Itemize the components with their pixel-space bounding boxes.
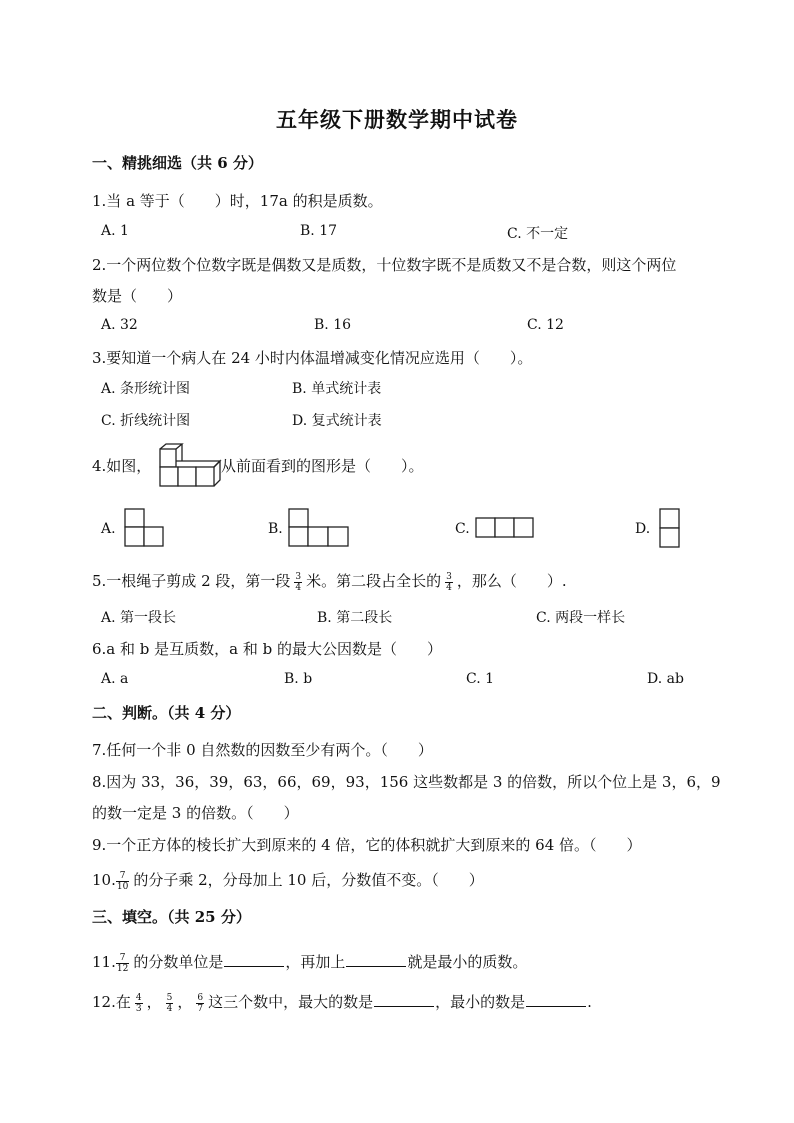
q12-text-1: 这三个数中，最大的数是 [208,993,374,1011]
q2-option-a: A. 32 [101,317,138,333]
q12-answer-blank-1[interactable] [374,992,434,1007]
q5-fraction-2-numerator: 3 [446,571,452,582]
question-8-line-2: 的数一定是 3 的倍数。（ ） [92,804,299,822]
q5-option-c: C. 两段一样长 [536,610,626,626]
question-3: 3.要知道一个病人在 24 小时内体温增减变化情况应选用（ ）。 [92,349,533,367]
q5-fraction-2 [445,572,453,593]
question-10 [92,869,484,892]
q4-option-b-label: B. [268,521,283,537]
q11-fraction [116,953,129,974]
q11-text-3: 就是最小的质数。 [407,953,528,971]
q5-text-post: ，那么（ ）. [456,572,567,590]
q12-text-2: ，最小的数是 [435,993,526,1011]
q1-option-c: C. 不一定 [507,226,569,242]
question-7: 7.任何一个非 0 自然数的因数至少有两个。（ ） [92,741,433,759]
q12-fraction-2-numerator: 5 [166,992,173,1003]
q6-option-c: C. 1 [466,671,495,687]
section-heading-1: 一、精挑细选（共 6 分） [92,154,263,172]
q11-answer-blank-2[interactable] [346,952,406,967]
q12-fraction-2 [166,993,174,1014]
q12-fraction-2-denominator: 4 [166,1003,173,1014]
q1-option-b: B. 17 [300,223,338,239]
q12-fraction-3-numerator: 6 [197,992,204,1003]
question-2-line-2: 数是（ ） [92,287,183,305]
q4-cube-stack-figure [158,444,222,488]
question-2-line-1: 2.一个两位数个位数字既是偶数又是质数，十位数字既不是质数又不是合数，则这个两位 [92,256,677,274]
q4-option-a-figure [124,508,164,548]
q4-option-c-label: C. [455,521,470,537]
q10-fraction [116,871,129,892]
q5-fraction-1-numerator: 3 [295,571,302,582]
question-5 [92,570,567,593]
q11-fraction-numerator: 7 [116,953,129,964]
q2-option-c: C. 12 [527,317,564,333]
q10-number: 10. [92,871,116,889]
q4-option-d-label: D. [635,521,651,537]
question-4-prefix: 4.如图， [92,457,152,475]
q11-text-1: 的分数单位是 [133,953,224,971]
q2-option-b: B. 16 [314,317,352,333]
q5-fraction-1-denominator: 4 [295,582,302,593]
q11-answer-blank-1[interactable] [224,952,284,967]
q12-separator-1: ， [146,993,162,1011]
question-6: 6.a 和 b 是互质数，a 和 b 的最大公因数是（ ） [92,640,443,658]
q12-separator-2: ， [177,993,193,1011]
q12-prefix: 12.在 [92,993,131,1011]
q12-answer-blank-2[interactable] [526,992,586,1007]
q1-option-a: A. 1 [101,223,129,239]
question-8-line-1: 8.因为 33，36，39，63，66，69，93，156 这些数都是 3 的倍数，所以个位上是 3，6，9 [92,773,721,791]
question-9: 9.一个正方体的棱长扩大到原来的 4 倍，它的体积就扩大到原来的 64 倍。（ ） [92,836,642,854]
question-11 [92,951,527,974]
q4-option-a-label: A. [101,521,116,537]
page-title: 五年级下册数学期中试卷 [276,107,518,132]
section-heading-2: 二、判断。（共 4 分） [92,704,241,722]
q10-fraction-denominator: 10 [116,881,129,892]
question-12 [92,991,592,1014]
q4-option-c-figure [475,517,535,538]
q11-number: 11. [92,953,116,971]
q5-option-a: A. 第一段长 [101,610,177,626]
q12-fraction-1-numerator: 4 [135,992,142,1003]
q6-option-b: B. b [284,671,313,687]
q12-fraction-1-denominator: 3 [135,1003,142,1014]
question-4-suffix: 从前面看到的图形是（ ）。 [221,457,424,475]
q5-fraction-1 [294,572,302,593]
q5-option-b: B. 第二段长 [317,610,393,626]
q11-text-2: ，再加上 [285,953,346,971]
q4-option-d-figure [659,508,680,548]
q3-option-b: B. 单式统计表 [292,381,382,397]
q12-fraction-3 [196,993,204,1014]
q3-option-c: C. 折线统计图 [101,413,191,429]
q6-option-d: D. ab [647,671,684,687]
q4-option-b-figure [288,508,350,548]
q10-text: 的分子乘 2，分母加上 10 后，分数值不变。（ ） [133,871,484,889]
q3-option-d: D. 复式统计表 [292,413,382,429]
section-heading-3: 三、填空。（共 25 分） [92,908,251,926]
q5-fraction-2-denominator: 4 [446,582,452,593]
q12-fraction-1 [135,993,143,1014]
q6-option-a: A. a [101,671,129,687]
q5-text-mid: 米。第二段占全长的 [306,572,442,590]
q12-text-3: . [587,993,592,1011]
q5-text-pre: 5.一根绳子剪成 2 段，第一段 [92,572,291,590]
q3-option-a: A. 条形统计图 [101,381,191,397]
q12-fraction-3-denominator: 7 [197,1003,204,1014]
question-1: 1.当 a 等于（ ）时，17a 的积是质数。 [92,192,383,210]
q11-fraction-denominator: 12 [116,963,129,974]
q10-fraction-numerator: 7 [116,871,129,882]
